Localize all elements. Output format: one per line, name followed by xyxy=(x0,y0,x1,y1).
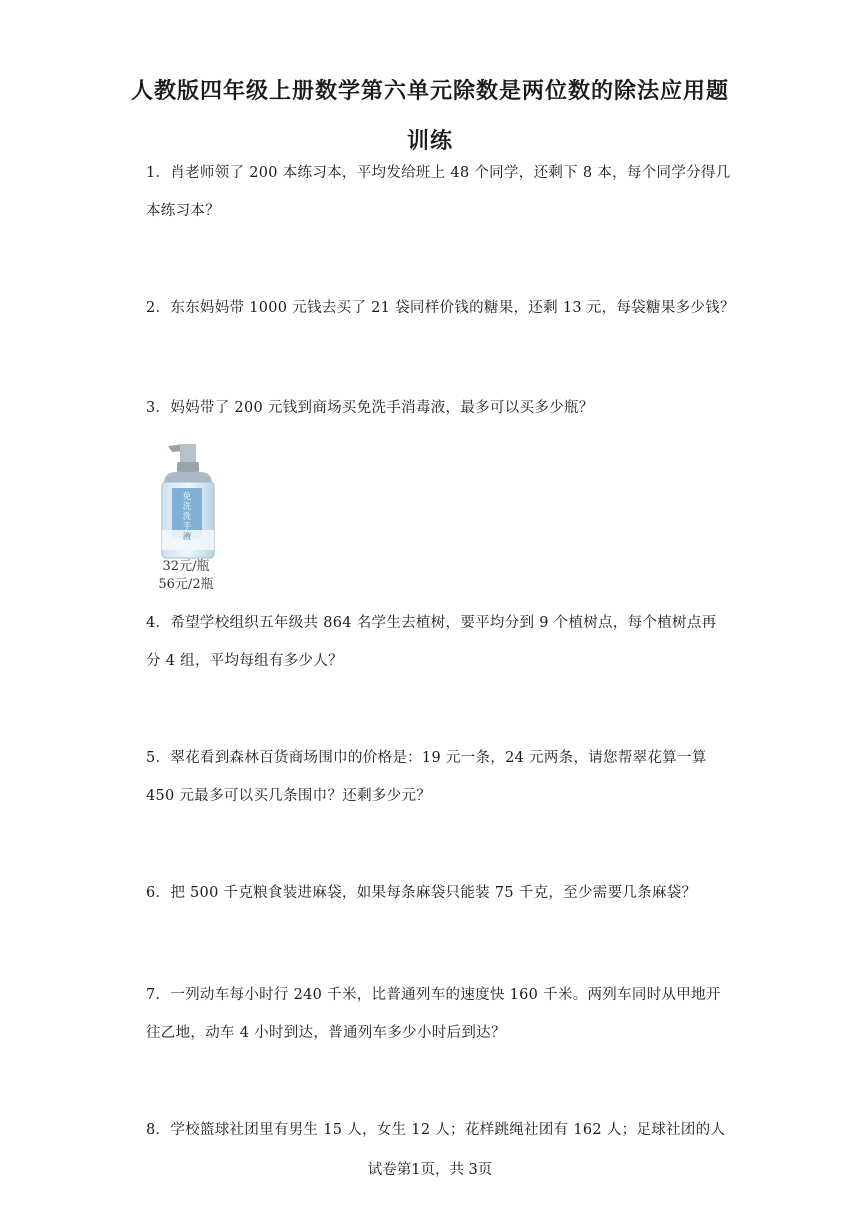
question-7 xyxy=(146,976,721,1052)
sanitizer-figure xyxy=(150,438,230,596)
price-pair: 56元/2瓶 xyxy=(158,577,214,592)
question-3-line-1: 3．妈妈带了 200 元钱到商场买免洗手消毒液，最多可以买多少瓶？ xyxy=(146,400,594,416)
question-6 xyxy=(146,874,721,912)
question-2-line-1: 2．东东妈妈带 1000 元钱去买了 21 袋同样价钱的糖果，还剩 13 元，每袋糖果多少钱？ xyxy=(146,300,735,316)
bottle-label-char: 洗 xyxy=(182,512,192,522)
question-3 xyxy=(146,389,721,427)
bottle-label-char: 手 xyxy=(182,522,192,532)
bottle-label-char: 液 xyxy=(182,532,192,542)
question-4-line-1: 4．希望学校组织五年级共 864 名学生去植树，要平均分到 9 个植树点，每个植树点再 xyxy=(146,615,717,631)
sanitizer-bottle-icon xyxy=(150,438,230,596)
page-title: 人教版四年级上册数学第六单元除数是两位数的除法应用题 xyxy=(130,79,729,104)
question-5-line-2: 450 元最多可以买几条围巾？还剩多少元？ xyxy=(146,788,432,804)
question-1-line-2: 本练习本？ xyxy=(146,203,220,219)
question-8 xyxy=(146,1111,726,1149)
question-8-line-1: 8．学校篮球社团里有男生 15 人，女生 12 人；花样跳绳社团有 162 人；足球社团的人 xyxy=(146,1122,726,1138)
question-4 xyxy=(146,604,721,680)
price-single: 32元/瓶 xyxy=(162,559,210,574)
question-1 xyxy=(146,154,731,230)
question-6-line-1: 6．把 500 千克粮食装进麻袋，如果每条麻袋只能装 75 千克，至少需要几条麻袋？ xyxy=(146,885,697,901)
page-footer: 试卷第1页，共 3页 xyxy=(367,1162,493,1178)
bottle-label-char: 洗 xyxy=(182,502,192,512)
question-5-line-1: 5．翠花看到森林百货商场围巾的价格是：19 元一条，24 元两条，请您帮翠花算一算 xyxy=(146,750,707,766)
question-1-line-1: 1．肖老师领了 200 本练习本，平均发给班上 48 个同学，还剩下 8 本，每个同学分得几 xyxy=(146,165,731,181)
question-4-line-2: 分 4 组，平均每组有多少人？ xyxy=(146,653,343,669)
page-title-line2: 训练 xyxy=(406,129,453,154)
question-7-line-1: 7．一列动车每小时行 240 千米，比普通列车的速度快 160 千米。两列车同时从甲地开 xyxy=(146,987,721,1003)
question-7-line-2: 往乙地，动车 4 小时到达，普通列车多少小时后到达？ xyxy=(146,1025,506,1041)
bottle-label-char: 免 xyxy=(182,492,192,502)
question-2 xyxy=(146,289,735,327)
question-5 xyxy=(146,739,721,815)
